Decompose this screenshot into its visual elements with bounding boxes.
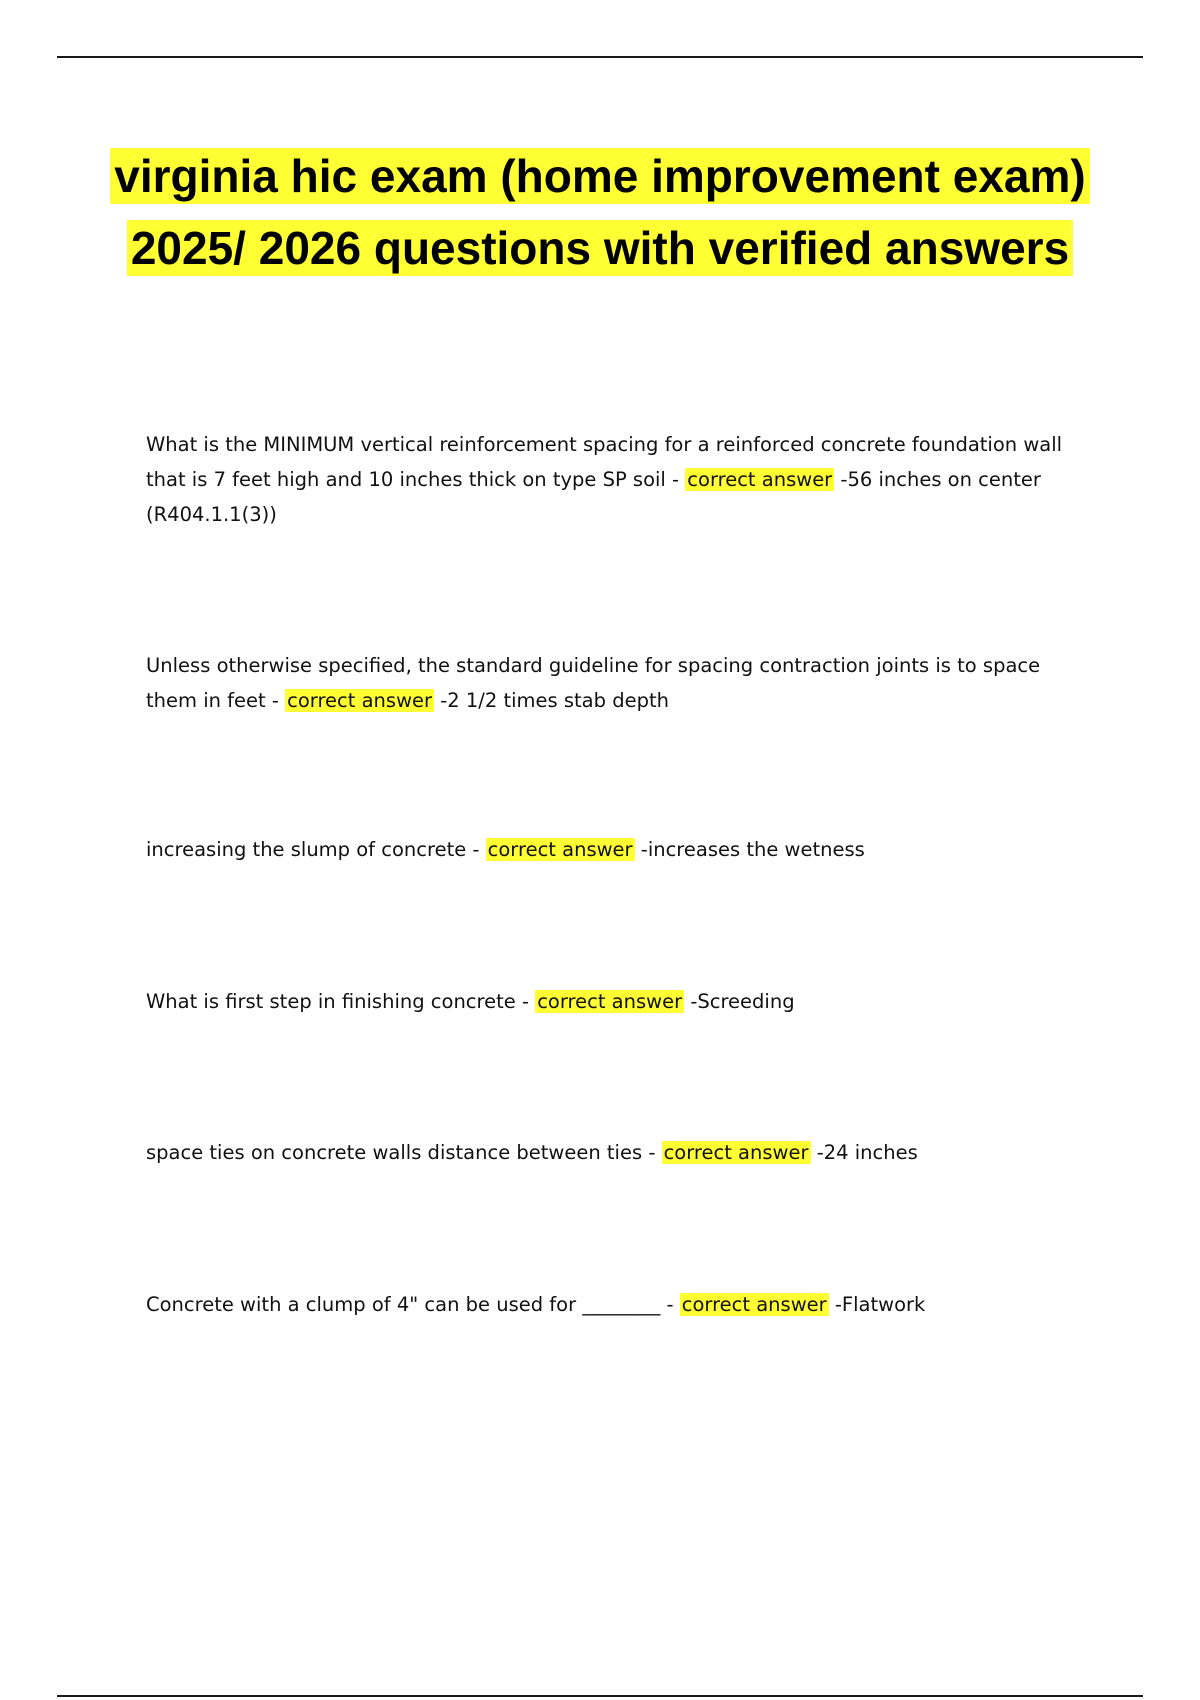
separator: - [265,689,286,712]
qa-item [146,832,1086,867]
separator: - [466,838,486,861]
qa-item [146,1287,1086,1322]
question-text: space ties on concrete walls distance between ties [146,1141,643,1164]
separator: - [665,468,686,491]
qa-item [146,984,1086,1019]
top-rule [57,56,1143,58]
title-highlight: virginia hic exam (home improvement exam) 2025/ 2026 questions with verified answers [110,148,1089,276]
correct-answer-marker: correct answer [287,689,433,712]
answer-text: -2 1/2 times stab depth [434,689,669,712]
bottom-rule [57,1695,1143,1697]
question-text: Concrete with a clump of 4" can be used for ________ [146,1293,661,1316]
correct-answer-marker: correct answer [487,838,633,861]
separator: - [642,1141,662,1164]
answer-text: -increases the wetness [634,838,865,861]
question-text: What is the MINIMUM vertical reinforcement spacing for a reinforced concrete foundation wall that is 7 feet high and 10 inches thick on type SP soil [146,433,1063,491]
qa-item [146,1135,1086,1170]
document-title [100,140,1100,284]
question-text: What is first step in finishing concrete [146,990,516,1013]
answer-text: -Flatwork [828,1293,926,1316]
correct-answer-marker: correct answer [687,468,833,491]
separator: - [660,1293,680,1316]
question-text: Unless otherwise specified, the standard guideline for spacing contraction joints is to space them in feet [146,654,1041,712]
correct-answer-marker: correct answer [663,1141,809,1164]
qa-item [146,648,1086,718]
answer-text: -24 inches [810,1141,918,1164]
answer-text: -56 inches on center (R404.1.1(3)) [146,468,1041,526]
question-text: increasing the slump of concrete [146,838,467,861]
separator: - [515,990,536,1013]
answer-text: -Screeding [684,990,795,1013]
qa-item [146,427,1086,532]
correct-answer-marker: correct answer [681,1293,827,1316]
correct-answer-marker: correct answer [537,990,683,1013]
